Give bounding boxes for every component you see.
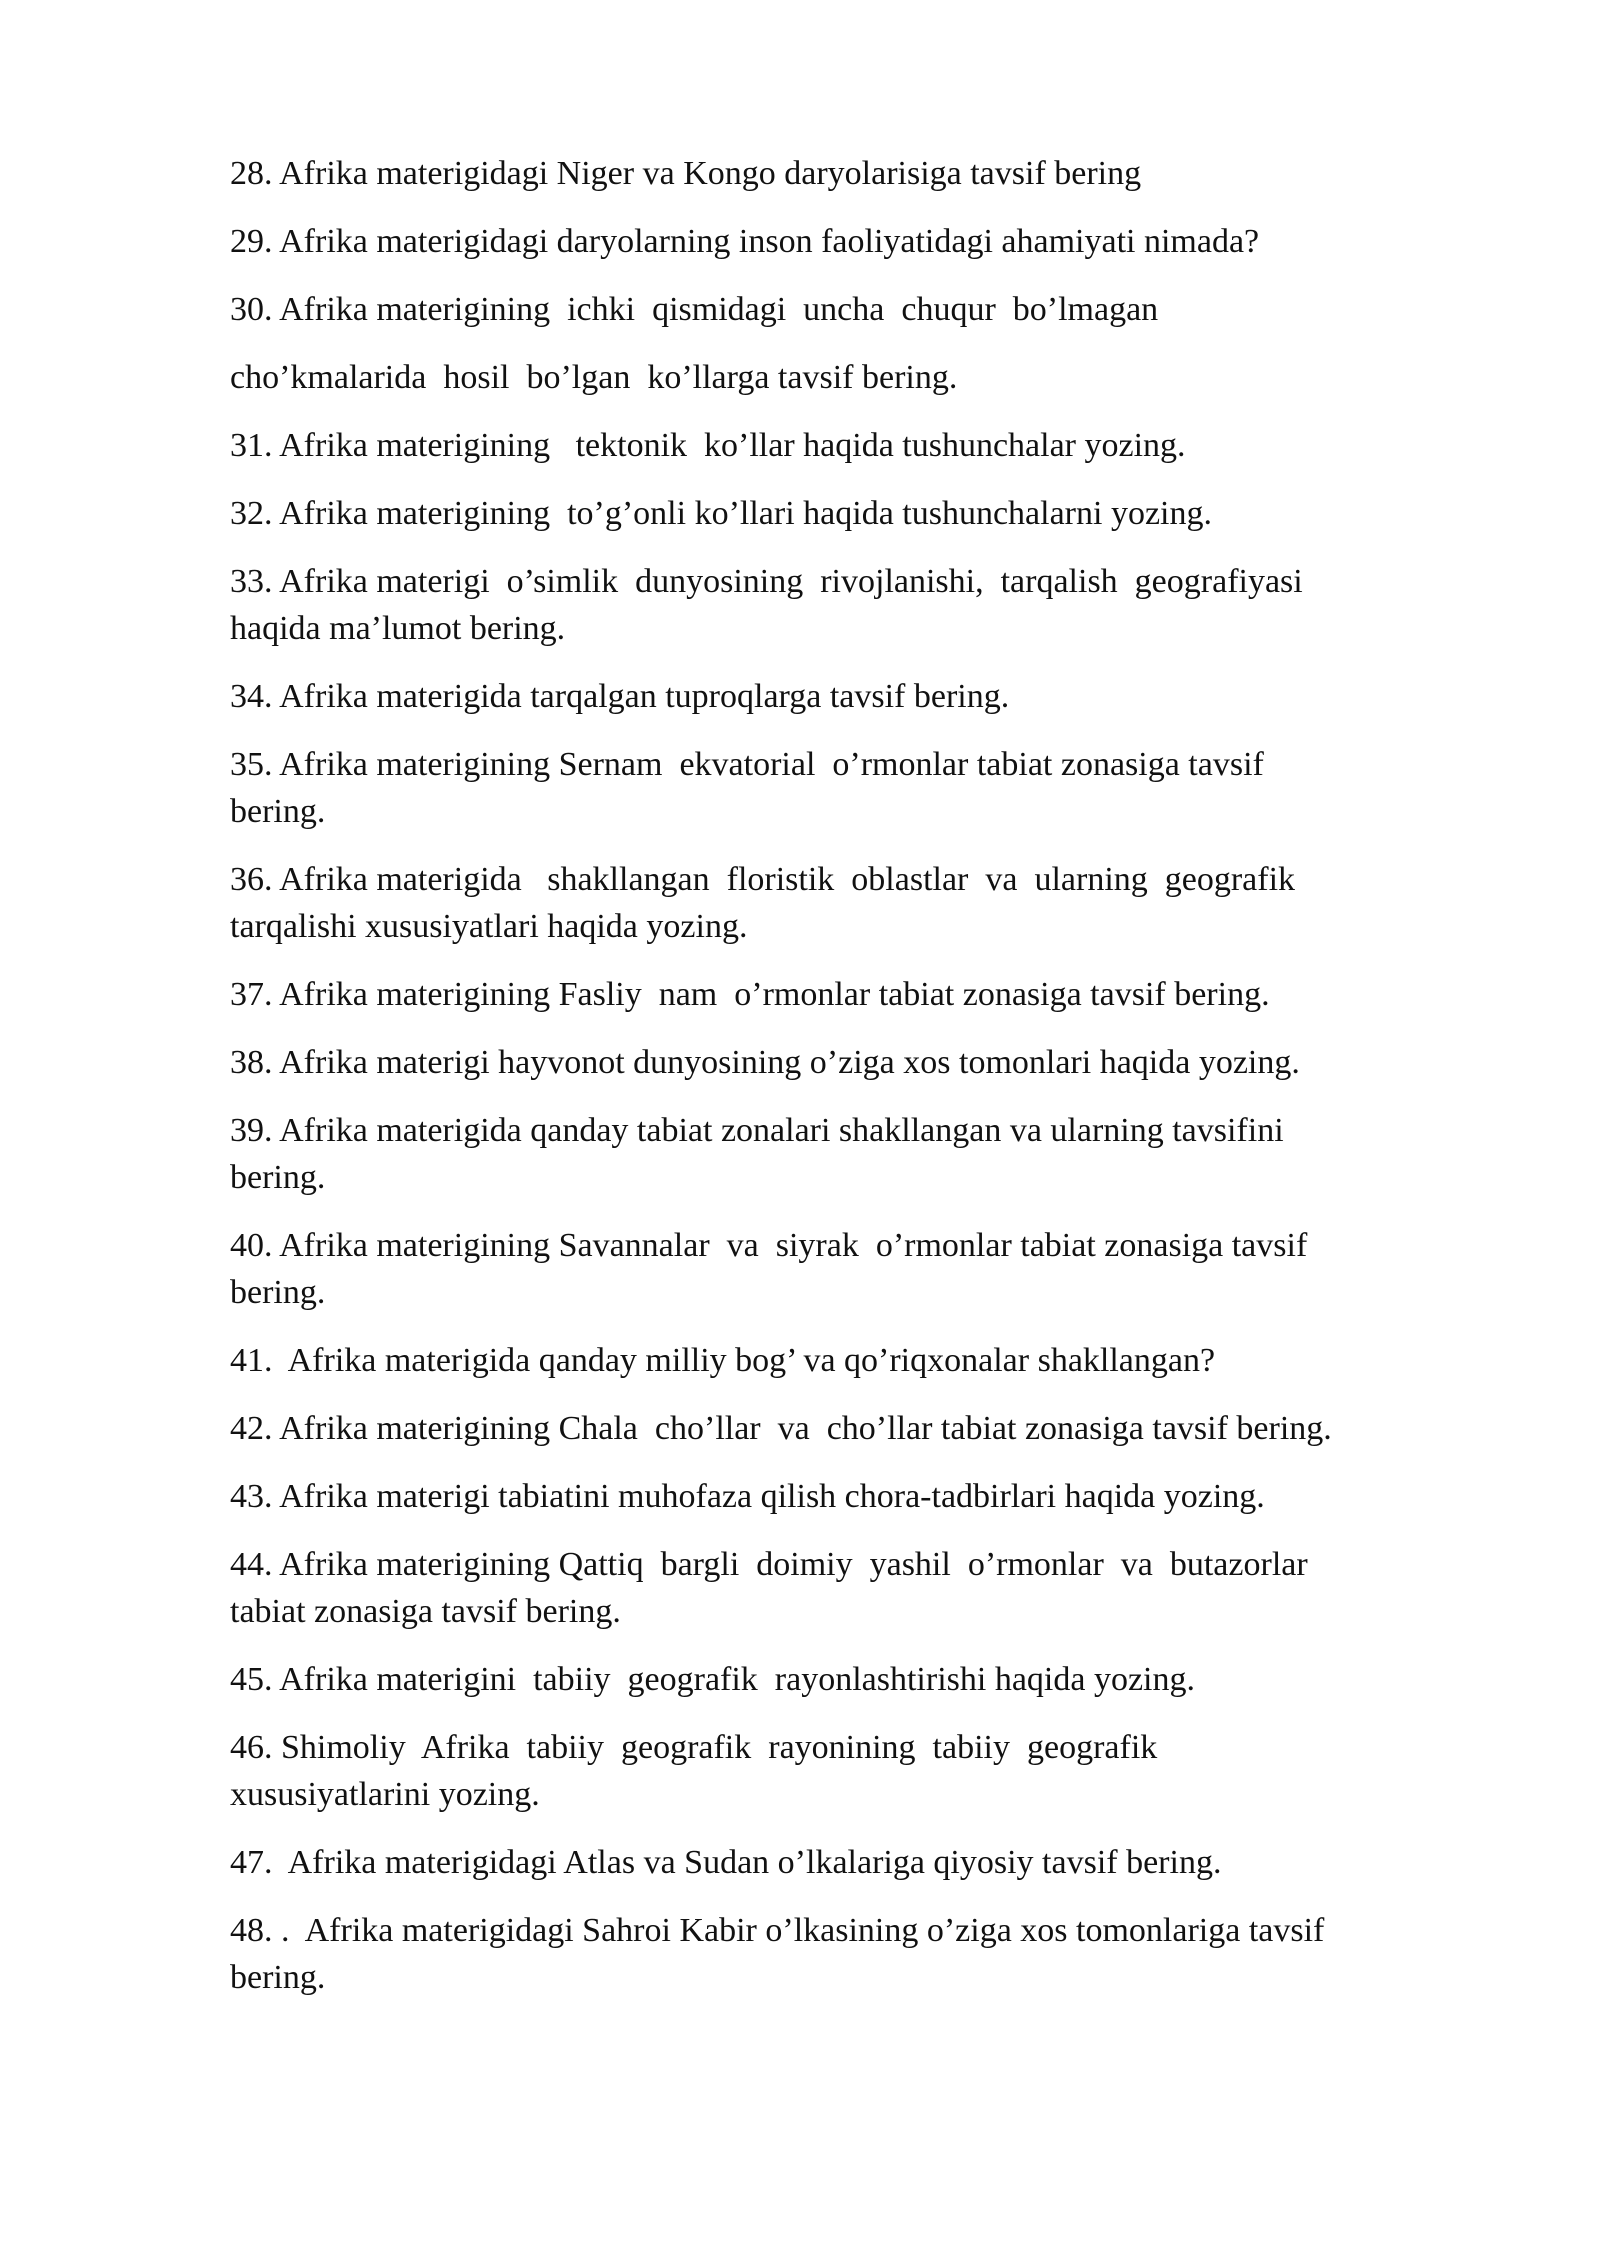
question-item-35 xyxy=(230,741,1470,835)
question-item-41 xyxy=(230,1337,1470,1384)
question-item-45 xyxy=(230,1656,1470,1703)
question-48-line-1: 48. . Afrika materigidagi Sahroi Kabir o’lkasining o’ziga xos tomonlariga tavsif xyxy=(230,1912,1325,1949)
question-40-line-1: 40. Afrika materigining Savannalar va siyrak o’rmonlar tabiat zonasiga tavsif xyxy=(230,1227,1308,1264)
question-31-line-1: 31. Afrika materigining tektonik ko’llar haqida tushunchalar yozing. xyxy=(230,427,1186,464)
question-item-36 xyxy=(230,856,1470,950)
question-item-37 xyxy=(230,971,1470,1018)
question-42-line-1: 42. Afrika materigining Chala cho’llar va cho’llar tabiat zonasiga tavsif bering. xyxy=(230,1410,1332,1447)
question-item-46 xyxy=(230,1724,1470,1818)
question-33-line-1: 33. Afrika materigi o’simlik dunyosining rivojlanishi, tarqalish geografiyasi xyxy=(230,563,1303,600)
question-item-38 xyxy=(230,1039,1470,1086)
question-item-29 xyxy=(230,218,1470,265)
question-34-line-1: 34. Afrika materigida tarqalgan tuproqlarga tavsif bering. xyxy=(230,678,1010,715)
question-32-line-1: 32. Afrika materigining to’g’onli ko’llari haqida tushunchalarni yozing. xyxy=(230,495,1212,532)
question-39-line-1: 39. Afrika materigida qanday tabiat zonalari shakllangan va ularning tavsifini xyxy=(230,1112,1284,1149)
question-35-line-1: 35. Afrika materigining Sernam ekvatorial o’rmonlar tabiat zonasiga tavsif xyxy=(230,746,1264,783)
question-item-31 xyxy=(230,422,1470,469)
question-item-39 xyxy=(230,1107,1470,1201)
question-item-43 xyxy=(230,1473,1470,1520)
question-36-line-2: tarqalishi xususiyatlari haqida yozing. xyxy=(230,908,748,945)
question-29-line-1: 29. Afrika materigidagi daryolarning inson faoliyatidagi ahamiyati nimada? xyxy=(230,223,1260,260)
question-41-line-1: 41. Afrika materigida qanday milliy bog’ va qo’riqxonalar shakllangan? xyxy=(230,1342,1216,1379)
question-40-line-2: bering. xyxy=(230,1274,326,1311)
question-48-line-2: bering. xyxy=(230,1959,326,1996)
question-item-42 xyxy=(230,1405,1470,1452)
question-47-line-1: 47. Afrika materigidagi Atlas va Sudan o’lkalariga qiyosiy tavsif bering. xyxy=(230,1844,1222,1881)
question-28-line-1: 28. Afrika materigidagi Niger va Kongo daryolarisiga tavsif bering xyxy=(230,155,1142,192)
question-44-line-1: 44. Afrika materigining Qattiq bargli doimiy yashil o’rmonlar va butazorlar xyxy=(230,1546,1308,1583)
question-33-line-2: haqida ma’lumot bering. xyxy=(230,610,566,647)
question-item-48 xyxy=(230,1907,1470,2001)
question-item-32 xyxy=(230,490,1470,537)
question-38-line-1: 38. Afrika materigi hayvonot dunyosining o’ziga xos tomonlari haqida yozing. xyxy=(230,1044,1300,1081)
question-item-40 xyxy=(230,1222,1470,1316)
question-item-28 xyxy=(230,150,1470,197)
question-item-34 xyxy=(230,673,1470,720)
question-30-line-1: 30. Afrika materigining ichki qismidagi uncha chuqur bo’lmagan xyxy=(230,291,1159,328)
question-item-33 xyxy=(230,558,1470,652)
question-list xyxy=(230,150,1470,2022)
question-37-line-1: 37. Afrika materigining Fasliy nam o’rmonlar tabiat zonasiga tavsif bering. xyxy=(230,976,1270,1013)
question-item-30 xyxy=(230,286,1470,401)
question-item-44 xyxy=(230,1541,1470,1635)
question-46-line-1: 46. Shimoliy Afrika tabiiy geografik rayonining tabiiy geografik xyxy=(230,1729,1158,1766)
question-45-line-1: 45. Afrika materigini tabiiy geografik rayonlashtirishi haqida yozing. xyxy=(230,1661,1195,1698)
question-35-line-2: bering. xyxy=(230,793,326,830)
question-44-line-2: tabiat zonasiga tavsif bering. xyxy=(230,1593,621,1630)
question-item-47 xyxy=(230,1839,1470,1886)
question-36-line-1: 36. Afrika materigida shakllangan floristik oblastlar va ularning geografik xyxy=(230,861,1296,898)
question-30-continuation: cho’kmalarida hosil bo’lgan ko’llarga tavsif bering. xyxy=(230,359,958,396)
question-43-line-1: 43. Afrika materigi tabiatini muhofaza qilish chora-tadbirlari haqida yozing. xyxy=(230,1478,1265,1515)
question-39-line-2: bering. xyxy=(230,1159,326,1196)
question-46-line-2: xususiyatlarini yozing. xyxy=(230,1776,540,1813)
